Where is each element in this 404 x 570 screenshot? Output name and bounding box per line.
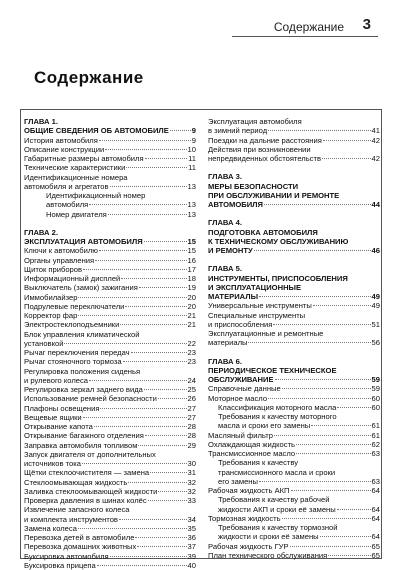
toc-entry-title: Рабочая жидкость ГУР <box>208 541 289 551</box>
toc-entry-title: Описание конструкции <box>24 144 105 154</box>
toc-entry <box>24 145 196 154</box>
toc-entry <box>208 126 380 135</box>
toc-entry-title: МАТЕРИАЛЫ <box>208 292 258 301</box>
toc-entry-page: 15 <box>187 246 196 256</box>
toc-entry <box>24 182 196 191</box>
toc-entry-line: Эксплуатационные и ремонтные <box>208 329 324 338</box>
toc-entry-page: 11 <box>188 154 196 163</box>
toc-entry-title: ОБСЛУЖИВАНИЕ <box>208 375 274 384</box>
toc-leader-dots <box>158 398 187 399</box>
toc-entry-title: непредвиденных обстоятельств <box>208 154 321 163</box>
toc-entry <box>24 293 196 302</box>
toc-leader-dots <box>110 186 187 187</box>
toc-entry-page: 19 <box>187 283 196 293</box>
toc-chapter-label: ГЛАВА 1. <box>24 117 58 126</box>
toc-leader-dots <box>125 306 186 307</box>
toc-entry <box>24 256 196 265</box>
toc-entry-page: 60 <box>371 393 380 403</box>
toc-entry-title: Органы управления <box>24 255 95 265</box>
toc-entry-title: жидкости и сроки её замены <box>218 532 319 542</box>
toc-entry-page: 27 <box>187 412 196 422</box>
toc-entry <box>24 431 196 440</box>
toc-entry <box>208 292 380 301</box>
toc-entry <box>24 459 196 468</box>
toc-leader-dots <box>296 453 370 454</box>
toc-entry <box>208 375 380 384</box>
toc-entry-page: 49 <box>371 301 380 311</box>
toc-entry-title: Иммобилайзер <box>24 292 78 302</box>
toc-entry-page: 61 <box>371 430 380 440</box>
toc-entry-title: Электростеклоподъемники <box>24 320 120 330</box>
toc-leader-dots <box>158 491 186 492</box>
toc-entry <box>208 394 380 403</box>
toc-entry-line: Эксплуатация автомобиля <box>208 117 302 126</box>
toc-entry-title: Буксировка автомобиля <box>24 551 109 561</box>
toc-entry <box>208 403 380 412</box>
toc-entry-title: Проверка давления в шинах колёс <box>24 496 147 505</box>
toc-entry-title: Ключи к автомобилю <box>24 246 98 256</box>
toc-entry-title: Щиток приборов <box>24 264 83 274</box>
toc-entry-page: 44 <box>371 200 380 209</box>
toc-entry-title: и рулевого колеса <box>24 375 89 385</box>
toc-entry-title: Вещевые ящики <box>24 412 82 422</box>
header-title: Содержание <box>273 20 344 34</box>
toc-entry-page: 9 <box>191 126 196 136</box>
toc-entry-page: 10 <box>187 144 196 154</box>
toc-entry-line: Запуск двигателя от дополнительных <box>24 449 156 459</box>
toc-entry-title: автомобиля <box>46 200 89 210</box>
toc-entry <box>208 431 380 440</box>
toc-entry-page: 62 <box>371 439 380 449</box>
toc-entry <box>208 477 380 486</box>
toc-entry <box>208 514 380 523</box>
toc-entry-line: ПРИ ОБСЛУЖИВАНИИ И РЕМОНТЕ <box>208 190 340 200</box>
toc-entry <box>24 542 196 551</box>
toc-entry-title: ОБЩИЕ СВЕДЕНИЯ ОБ АВТОМОБИЛЕ <box>24 126 169 136</box>
toc-chapter-label: ГЛАВА 5. <box>208 264 242 274</box>
toc-entry-page: 27 <box>187 403 196 413</box>
toc-leader-dots <box>144 241 187 242</box>
toc-gap <box>208 255 380 264</box>
toc-entry-page: 63 <box>371 476 380 486</box>
toc-entry-page: 35 <box>187 523 196 533</box>
toc-entry <box>24 348 196 357</box>
page-header <box>0 0 404 36</box>
toc-entry-page: 21 <box>187 320 196 330</box>
toc-entry-page: 60 <box>371 402 380 412</box>
header-rule <box>232 36 378 37</box>
toc-entry <box>24 302 196 311</box>
toc-entry-line: Требования к качеству <box>218 458 299 468</box>
toc-entry-title: ЭКСПЛУАТАЦИЯ АВТОМОБИЛЯ <box>24 237 143 246</box>
toc-entry-page: 23 <box>187 357 196 367</box>
toc-entry-page: 16 <box>187 255 196 265</box>
toc-entry-page: 61 <box>371 421 380 431</box>
toc-leader-dots <box>148 500 187 501</box>
toc-leader-dots <box>119 519 187 520</box>
toc-entry <box>24 136 196 145</box>
toc-leader-dots <box>328 555 370 556</box>
toc-leader-dots <box>268 130 370 131</box>
toc-leader-dots <box>78 528 187 529</box>
toc-entry <box>208 200 380 209</box>
toc-entry-title: его замены <box>218 476 258 486</box>
toc-entry-line: Требования к качеству моторного <box>218 412 337 421</box>
toc-entry-line: Извлечение запасного колеса <box>24 505 130 515</box>
toc-entry <box>24 210 196 219</box>
toc-leader-dots <box>100 408 186 409</box>
toc-entry-title: Габаритные размеры автомобиля <box>24 154 144 163</box>
toc-entry <box>208 338 380 347</box>
toc-entry-line: Действия при возникновении <box>208 144 311 154</box>
toc-entry <box>24 496 196 505</box>
toc-leader-dots <box>99 140 191 141</box>
toc-leader-dots <box>97 565 187 566</box>
page-title: Содержание <box>34 68 144 87</box>
toc-leader-dots <box>322 158 371 159</box>
toc-leader-dots <box>135 537 186 538</box>
toc-leader-dots <box>337 407 370 408</box>
toc-entry-title: в зимний период <box>208 126 268 136</box>
toc-leader-dots <box>121 278 186 279</box>
toc-entry <box>24 246 196 255</box>
toc-entry-page: 39 <box>187 551 196 561</box>
toc-entry-page: 17 <box>187 264 196 274</box>
toc-entry-title: Классификация моторного масла <box>218 402 337 412</box>
toc-entry-title: Поездки на дальние расстояния <box>208 135 322 145</box>
toc-leader-dots <box>323 140 371 141</box>
toc-entry-page: 32 <box>187 477 196 487</box>
toc-entry <box>208 246 380 255</box>
toc-entry-page: 21 <box>187 311 196 320</box>
toc-entry-page: 18 <box>187 274 196 283</box>
toc-entry-title: Открывание багажного отделения <box>24 431 144 441</box>
toc-entry-page: 24 <box>187 375 196 385</box>
toc-leader-dots <box>254 250 371 251</box>
toc-entry-page: 11 <box>188 163 196 173</box>
toc-entry-title: Корректор фар <box>24 311 78 320</box>
toc-entry-title: Перевозка домашних животных <box>24 542 137 552</box>
toc-gap <box>208 163 380 172</box>
toc-entry <box>24 283 196 292</box>
toc-leader-dots <box>131 352 187 353</box>
toc-entry-page: 31 <box>187 468 196 478</box>
toc-leader-dots <box>89 380 187 381</box>
toc-entry <box>24 468 196 477</box>
toc-entry-title: Заправка автомобиля топливом <box>24 440 138 450</box>
toc-entry <box>208 440 380 449</box>
toc-entry-page: 20 <box>187 292 196 302</box>
toc-entry-line: Требования к качеству рабочей <box>218 495 330 505</box>
toc-entry-page: 13 <box>187 181 196 191</box>
toc-leader-dots <box>78 315 186 316</box>
toc-leader-dots <box>89 204 186 205</box>
toc-entry <box>24 237 196 246</box>
toc-leader-dots <box>311 425 370 426</box>
toc-entry <box>24 385 196 394</box>
toc-entry <box>24 404 196 413</box>
toc-entry-page: 28 <box>187 422 196 431</box>
toc-entry-page: 56 <box>371 338 380 348</box>
toc-leader-dots <box>128 482 186 483</box>
toc-entry <box>24 533 196 542</box>
toc-leader-dots <box>337 509 371 510</box>
toc-entry-title: масла и сроки его замены <box>218 421 311 431</box>
toc-entry <box>24 552 196 561</box>
toc-leader-dots <box>296 444 371 445</box>
toc-entry-page: 26 <box>187 394 196 404</box>
toc-entry-line: К ТЕХНИЧЕСКОМУ ОБСЛУЖИВАНИЮ <box>208 236 349 246</box>
toc-entry-title: материалы <box>208 338 248 348</box>
toc-leader-dots <box>248 342 370 343</box>
toc-leader-dots <box>83 417 187 418</box>
toc-entry-line: ИНСТРУМЕНТЫ, ПРИСПОСОБЛЕНИЯ <box>208 273 348 283</box>
toc-entry-title: Номер двигателя <box>46 209 107 219</box>
toc-leader-dots <box>320 536 371 537</box>
toc-entry-page: 22 <box>187 338 196 348</box>
toc-gap <box>208 348 380 357</box>
toc-entry <box>208 421 380 430</box>
toc-entry-line: Специальные инструменты <box>208 310 306 320</box>
toc-entry-title: История автомобиля <box>24 135 98 145</box>
toc-entry-page: 64 <box>371 532 380 542</box>
toc-entry-page: 59 <box>371 375 380 384</box>
toc-entry-page: 64 <box>371 486 380 495</box>
toc-entry <box>208 449 380 458</box>
toc-leader-dots <box>264 204 371 205</box>
toc-leader-dots <box>123 361 187 362</box>
toc-entry-line: Требования к качеству тормозной <box>218 523 338 532</box>
toc-entry-title: Рычаг переключения передач <box>24 348 130 357</box>
toc-entry-title: Регулировка зеркал заднего вида <box>24 385 143 394</box>
toc-entry-title: Масляный фильтр <box>208 430 273 440</box>
toc-entry-line: Идентификационные номера <box>24 172 128 182</box>
toc-leader-dots <box>78 297 186 298</box>
toc-entry <box>24 561 196 570</box>
toc-leader-dots <box>145 435 187 436</box>
toc-entry-page: 29 <box>187 440 196 450</box>
toc-leader-dots <box>282 518 371 519</box>
toc-entry <box>24 487 196 496</box>
toc-entry <box>24 376 196 385</box>
toc-entry-line: Идентификационный номер <box>46 191 146 200</box>
toc-entry-page: 25 <box>187 385 196 394</box>
toc-leader-dots <box>95 260 186 261</box>
toc-entry-title: автомобиля и агрегатов <box>24 181 109 191</box>
toc-entry-page: 13 <box>187 209 196 219</box>
toc-entry-page: 30 <box>187 459 196 468</box>
toc-entry-title: Заливка стеклоомывающей жидкости <box>24 486 158 496</box>
toc-entry-title: Охлаждающая жидкость <box>208 439 296 449</box>
toc-entry-title: Использование ремней безопасности <box>24 394 157 404</box>
toc-entry <box>208 542 380 551</box>
toc-entry-title: и комплекта инструментов <box>24 514 118 524</box>
toc-leader-dots <box>144 389 187 390</box>
toc-leader-dots <box>138 445 186 446</box>
toc-entry <box>24 339 196 348</box>
toc-entry-title: Замена колеса <box>24 523 77 533</box>
toc-entry-page: 42 <box>371 135 380 145</box>
toc-entry-title: Буксировка прицепа <box>24 560 96 570</box>
toc-entry-title: Перевозка детей в автомобиле <box>24 533 135 542</box>
toc-entry <box>24 394 196 403</box>
toc-entry-page: 64 <box>371 504 380 514</box>
toc-leader-dots <box>275 379 371 380</box>
toc-entry-title: Стеклоомывающая жидкость <box>24 477 128 487</box>
toc-leader-dots <box>282 388 371 389</box>
toc-entry <box>24 524 196 533</box>
toc-entry-page: 40 <box>187 560 196 570</box>
toc-leader-dots <box>150 472 186 473</box>
toc-leader-dots <box>108 214 187 215</box>
toc-leader-dots <box>139 287 187 288</box>
toc-entry-title: источников тока <box>24 459 81 468</box>
toc-leader-dots <box>145 158 188 159</box>
toc-entry-line: Регулировка положения сиденья <box>24 366 141 376</box>
toc-entry-page: 49 <box>371 292 380 301</box>
toc-entry <box>24 422 196 431</box>
toc-leader-dots <box>274 435 371 436</box>
toc-entry-page: 46 <box>371 246 380 255</box>
toc-entry <box>24 320 196 329</box>
toc-leader-dots <box>291 490 371 491</box>
toc-entry-page: 65 <box>371 541 380 551</box>
toc-entry-line: ПОДГОТОВКА АВТОМОБИЛЯ <box>208 227 318 237</box>
toc-entry <box>24 515 196 524</box>
toc-entry-page: 51 <box>371 319 380 329</box>
toc-entry-line: ПЕРИОДИЧЕСКОЕ ТЕХНИЧЕСКОЕ <box>208 365 337 375</box>
toc-entry-page: 32 <box>187 486 196 496</box>
toc-entry-page: 65 <box>371 550 380 560</box>
toc-leader-dots <box>105 149 186 150</box>
toc-entry <box>208 532 380 541</box>
toc-entry <box>208 505 380 514</box>
toc-entry-title: Выключатель (замок) зажигания <box>24 283 138 293</box>
toc-gap <box>24 219 196 228</box>
toc-entry <box>24 311 196 320</box>
page-number: 3 <box>362 16 371 33</box>
toc-entry-title: Подрулевые переключатели <box>24 301 125 311</box>
toc-entry-page: 37 <box>187 542 196 552</box>
toc-entry-title: Информационный дисплей <box>24 274 121 283</box>
toc-entry-page: 20 <box>187 301 196 311</box>
toc-entry <box>208 154 380 163</box>
toc-leader-dots <box>64 343 186 344</box>
toc-leader-dots <box>313 305 371 306</box>
toc-entry-title: установкой <box>24 338 64 348</box>
toc-entry-title: Технические характеристики <box>24 163 126 173</box>
toc-entry-line: Блок управления климатической <box>24 329 140 339</box>
toc-entry-title: Рабочая жидкость АКП <box>208 486 290 495</box>
toc-entry <box>24 478 196 487</box>
toc-chapter-label: ГЛАВА 2. <box>24 227 58 237</box>
toc-entry <box>24 357 196 366</box>
toc-entry <box>24 163 196 172</box>
toc-entry-title: и приспособления <box>208 319 273 329</box>
toc-leader-dots <box>137 546 186 547</box>
toc-entry <box>24 441 196 450</box>
toc-entry <box>208 486 380 495</box>
toc-leader-dots <box>290 546 371 547</box>
toc-entry-title: АВТОМОБИЛЯ <box>208 200 263 209</box>
toc-entry <box>24 126 196 135</box>
toc-chapter-label: ГЛАВА 3. <box>208 172 242 182</box>
toc-leader-dots <box>268 398 371 399</box>
toc-entry <box>24 265 196 274</box>
toc-entry <box>24 154 196 163</box>
toc-entry <box>208 551 380 560</box>
toc-entry-line: И ЭКСПЛУАТАЦИОННЫЕ <box>208 282 302 292</box>
toc-entry-title: Плафоны освещения <box>24 403 100 413</box>
toc-entry <box>208 384 380 393</box>
toc-entry-line: МЕРЫ БЕЗОПАСНОСТИ <box>208 181 299 191</box>
toc-entry-page: 64 <box>371 513 380 523</box>
toc-entry-title: Справочные данные <box>208 384 281 394</box>
toc-entry-title: Открывание капота <box>24 422 93 431</box>
toc-leader-dots <box>120 324 186 325</box>
toc-entry-page: 42 <box>371 154 380 163</box>
toc-chapter-label: ГЛАВА 6. <box>208 356 242 366</box>
toc-entry-page: 36 <box>187 533 196 542</box>
toc-entry-title: жидкости АКП и сроки её замены <box>218 504 336 514</box>
toc-column-left <box>24 117 196 570</box>
toc-entry <box>24 200 196 209</box>
toc-entry <box>208 136 380 145</box>
toc-entry-title: Рычаг стояночного тормоза <box>24 357 122 367</box>
toc-entry <box>208 301 380 310</box>
toc-chapter-label: ГЛАВА 4. <box>208 218 242 228</box>
toc-entry-title: План технического обслуживания <box>208 550 328 560</box>
toc-entry-title: Универсальные инструменты <box>208 301 312 311</box>
toc-entry-title: Щётки стеклоочистителя — замена <box>24 468 150 478</box>
toc-entry-title: И РЕМОНТУ <box>208 246 253 255</box>
toc-entry <box>24 274 196 283</box>
toc-entry-page: 15 <box>187 237 196 246</box>
toc-entry-page: 59 <box>371 384 380 394</box>
toc-leader-dots <box>259 481 371 482</box>
toc-gap <box>208 209 380 218</box>
toc-entry-title: Моторное масло <box>208 393 268 403</box>
toc-leader-dots <box>82 463 187 464</box>
toc-entry-title: Трансмиссионное масло <box>208 449 296 458</box>
toc-entry-page: 28 <box>187 431 196 441</box>
toc-leader-dots <box>83 269 187 270</box>
toc-entry-page: 33 <box>187 496 196 505</box>
toc-entry-page: 23 <box>187 348 196 357</box>
toc-entry-line: трансмиссионного масла и сроки <box>218 467 336 477</box>
toc-entry-page: 34 <box>187 514 196 524</box>
toc-entry <box>208 320 380 329</box>
toc-entry-page: 63 <box>371 449 380 458</box>
toc-entry-page: 13 <box>187 200 196 210</box>
toc-leader-dots <box>126 167 187 168</box>
toc-leader-dots <box>170 130 191 131</box>
toc-leader-dots <box>99 250 187 251</box>
toc-leader-dots <box>94 426 187 427</box>
toc-leader-dots <box>110 556 187 557</box>
toc-entry-title: Тормозная жидкость <box>208 513 281 523</box>
toc-entry-page: 9 <box>191 135 196 145</box>
toc-entry <box>24 413 196 422</box>
toc-entry-page: 41 <box>371 126 380 136</box>
toc-leader-dots <box>273 324 370 325</box>
toc-column-right <box>208 117 380 560</box>
toc-leader-dots <box>259 296 371 297</box>
